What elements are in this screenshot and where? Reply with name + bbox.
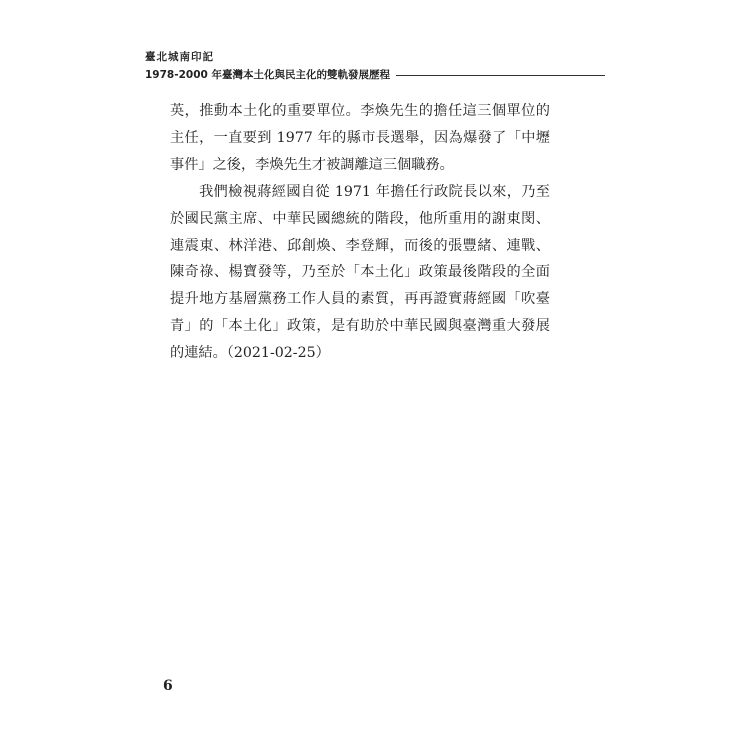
- paragraph-2: [170, 179, 550, 367]
- text-line: 陳奇祿、楊寶發等，乃至於「本土化」政策最後階段的全面: [170, 264, 550, 281]
- text-line: 青」的「本土化」政策，是有助於中華民國與臺灣重大發展: [170, 318, 550, 335]
- series-title: 臺北城南印記: [145, 51, 214, 63]
- text-line: 於國民黨主席、中華民國總統的階段，他所重用的謝東閔、: [170, 210, 550, 227]
- running-header: [145, 50, 605, 82]
- header-rule: [396, 75, 605, 76]
- text-line: 我們檢視蔣經國自從 1971 年擔任行政院長以來，乃至: [170, 183, 550, 200]
- body-text: [170, 98, 550, 367]
- page-number: 6: [163, 678, 173, 694]
- text-line: 連震東、林洋港、邱創煥、李登輝，而後的張豐緒、連戰、: [170, 237, 550, 254]
- header-subtitle-row: [145, 68, 605, 82]
- text-line: 提升地方基層黨務工作人員的素質，再再證實蔣經國「吹臺: [170, 291, 550, 308]
- text-line: 的連結。（2021-02-25）: [170, 345, 330, 362]
- text-line: 主任，一直要到 1977 年的縣市長選舉，因為爆發了「中壢: [170, 129, 550, 146]
- text-line: 英，推動本土化的重要單位。李煥先生的擔任這三個單位的: [170, 103, 550, 119]
- text-line: 事件」之後，李煥先生才被調離這三個職務。: [170, 156, 454, 173]
- paragraph-1: [170, 98, 550, 179]
- book-subtitle: 1978-2000 年臺灣本土化與民主化的雙軌發展歷程: [145, 69, 390, 81]
